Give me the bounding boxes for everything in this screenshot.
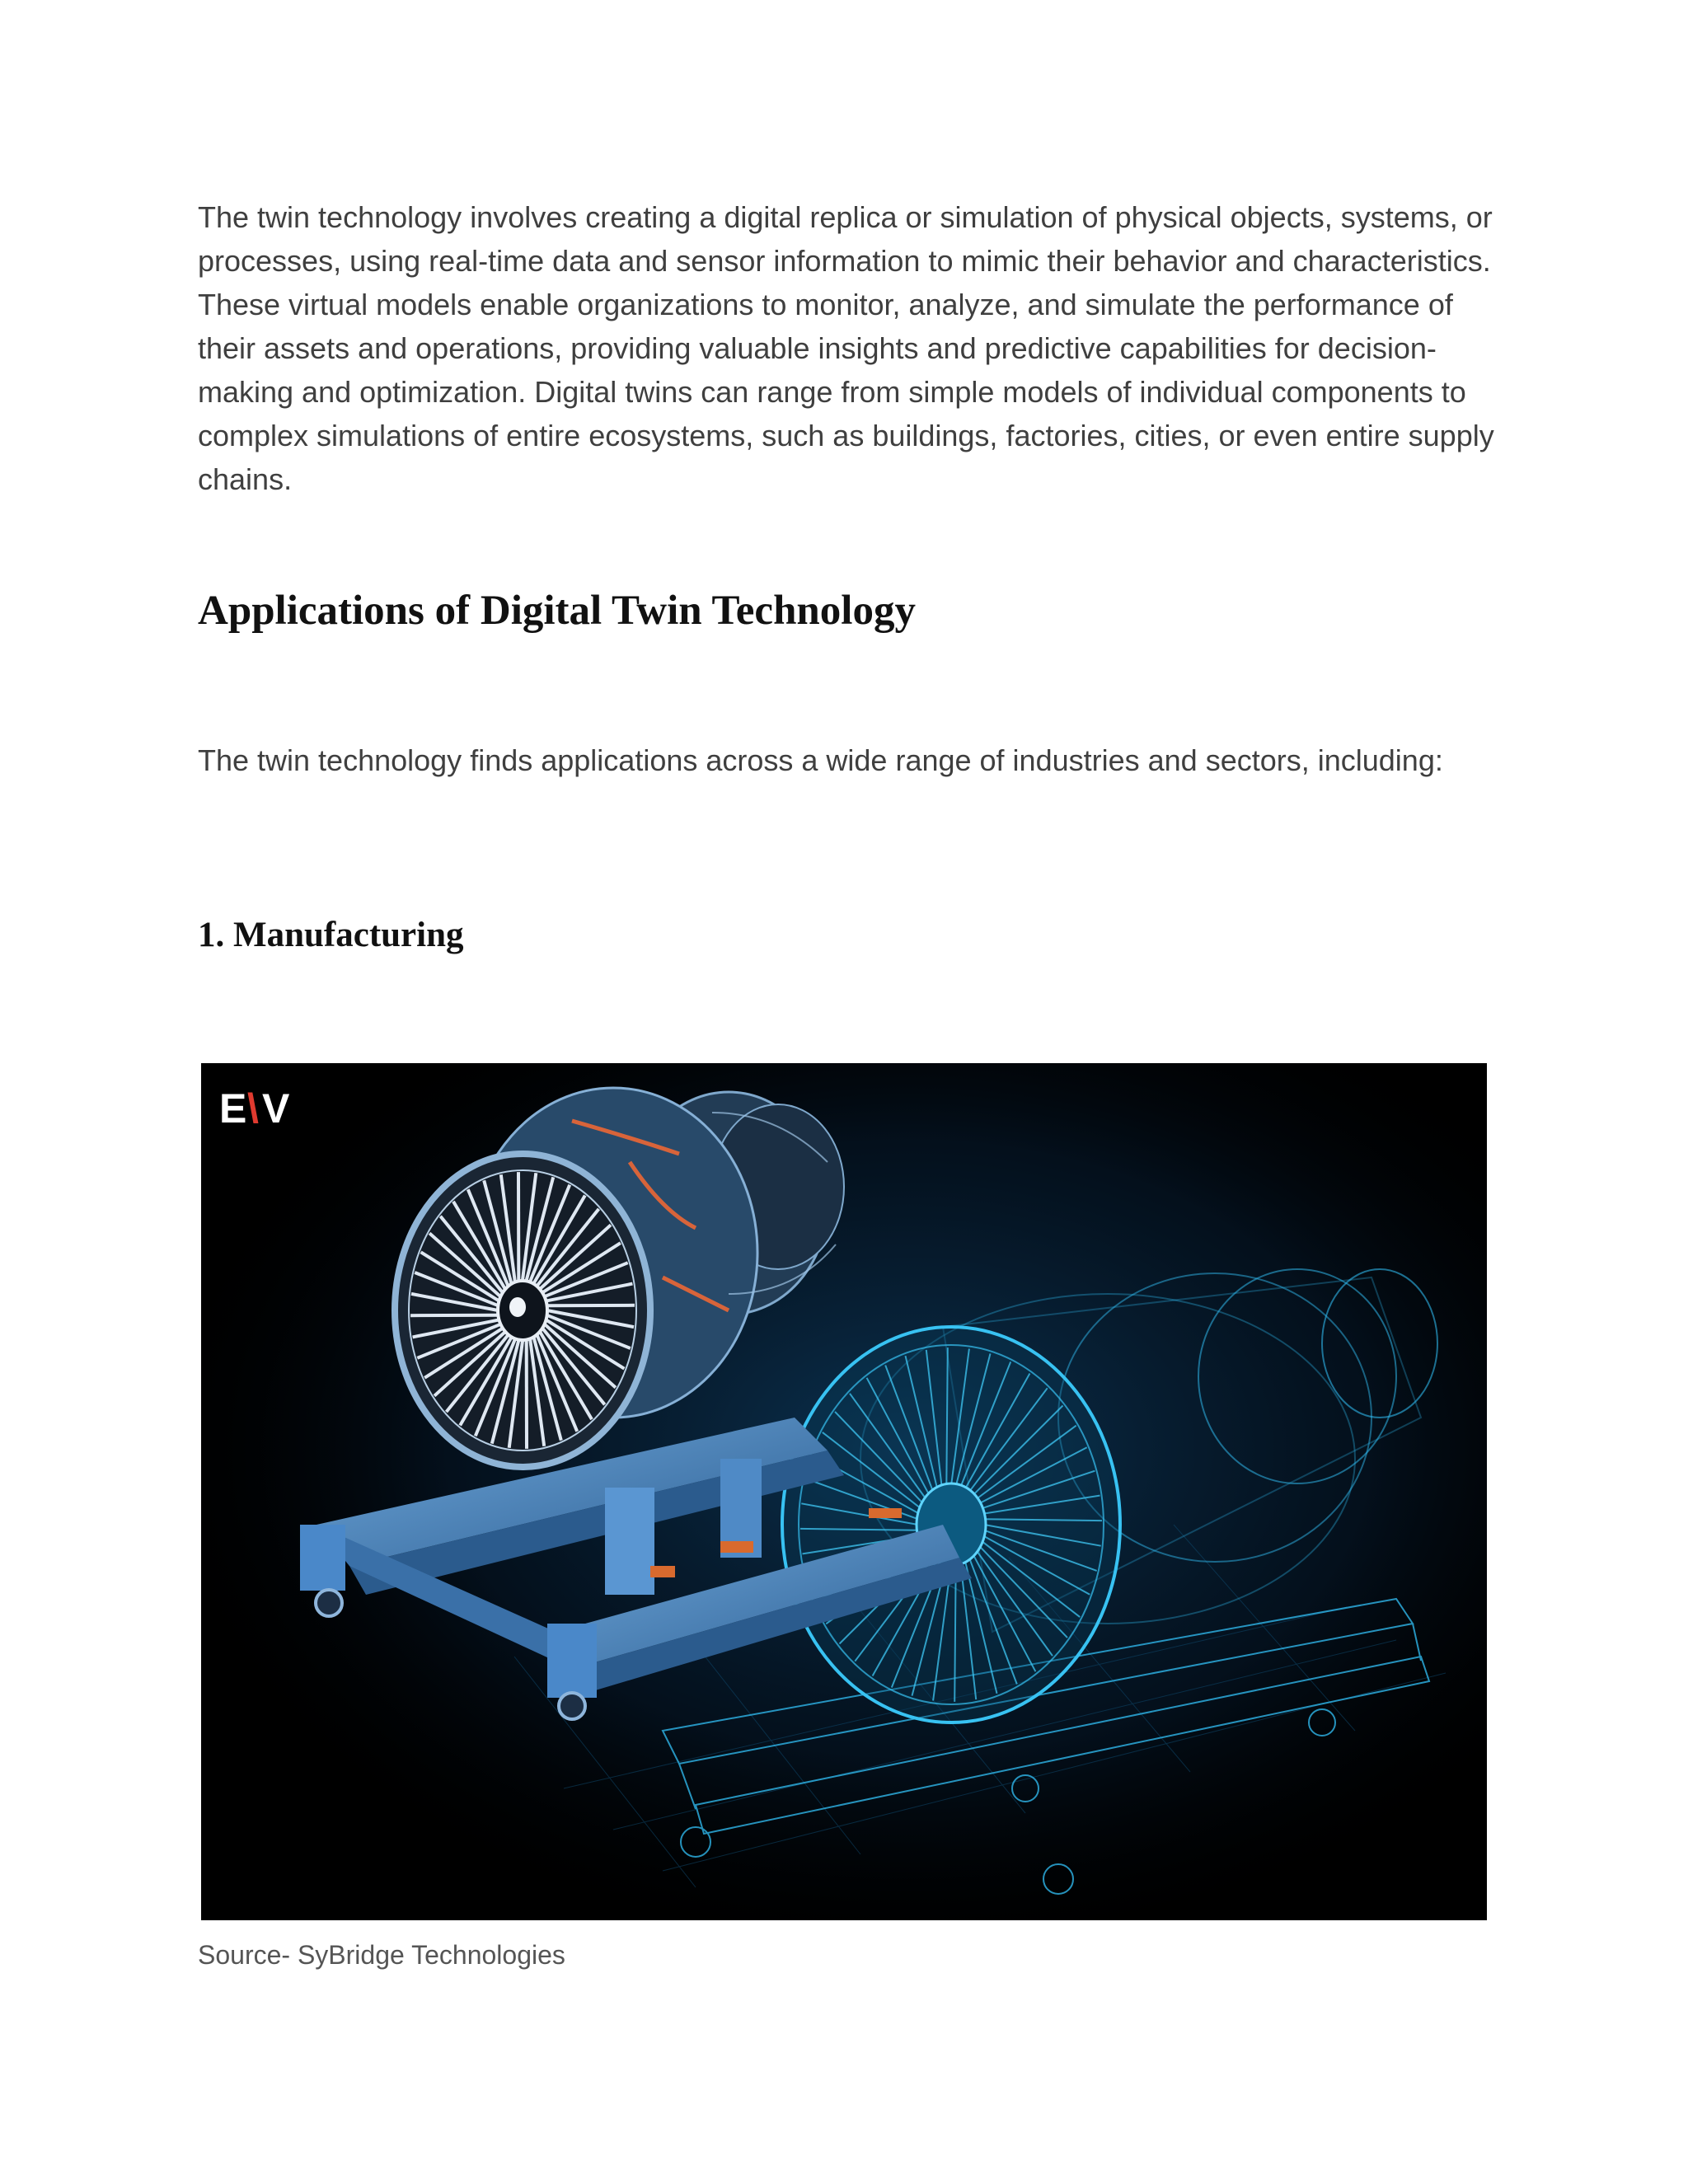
figure-caption: Source- SyBridge Technologies xyxy=(198,1940,565,1970)
wireframe-fan xyxy=(782,1327,1120,1722)
logo-letter-e: E xyxy=(219,1085,247,1132)
logo-slash: \ xyxy=(247,1085,259,1132)
subsection-heading: 1. Manufacturing xyxy=(198,916,464,954)
ew-logo xyxy=(219,1085,290,1132)
physical-fan xyxy=(395,1154,650,1467)
jet-engine-digital-twin-image xyxy=(201,1063,1487,1920)
intro-paragraph: The twin technology involves creating a digital replica or simulation of physical objects, systems, or processes, using real-time data and sensor information to mimic their behavior and characteristics. These virtual models enable organizations to monitor, analyze, and simulate the performance of their assets and operations, providing valuable insights and predictive capabilities for decision-making and optimization. Digital twins can range from simple models of individual components to complex simulations of entire ecosystems, such as buildings, factories, cities, or even entire supply chains. xyxy=(198,200,1494,496)
logo-letter-v: V xyxy=(262,1085,290,1132)
applications-intro-paragraph: The twin technology finds applications across a wide range of industries and sectors, including: xyxy=(198,743,1443,777)
engine-illustration xyxy=(201,1063,1487,1920)
section-heading: Applications of Digital Twin Technology xyxy=(198,588,916,634)
